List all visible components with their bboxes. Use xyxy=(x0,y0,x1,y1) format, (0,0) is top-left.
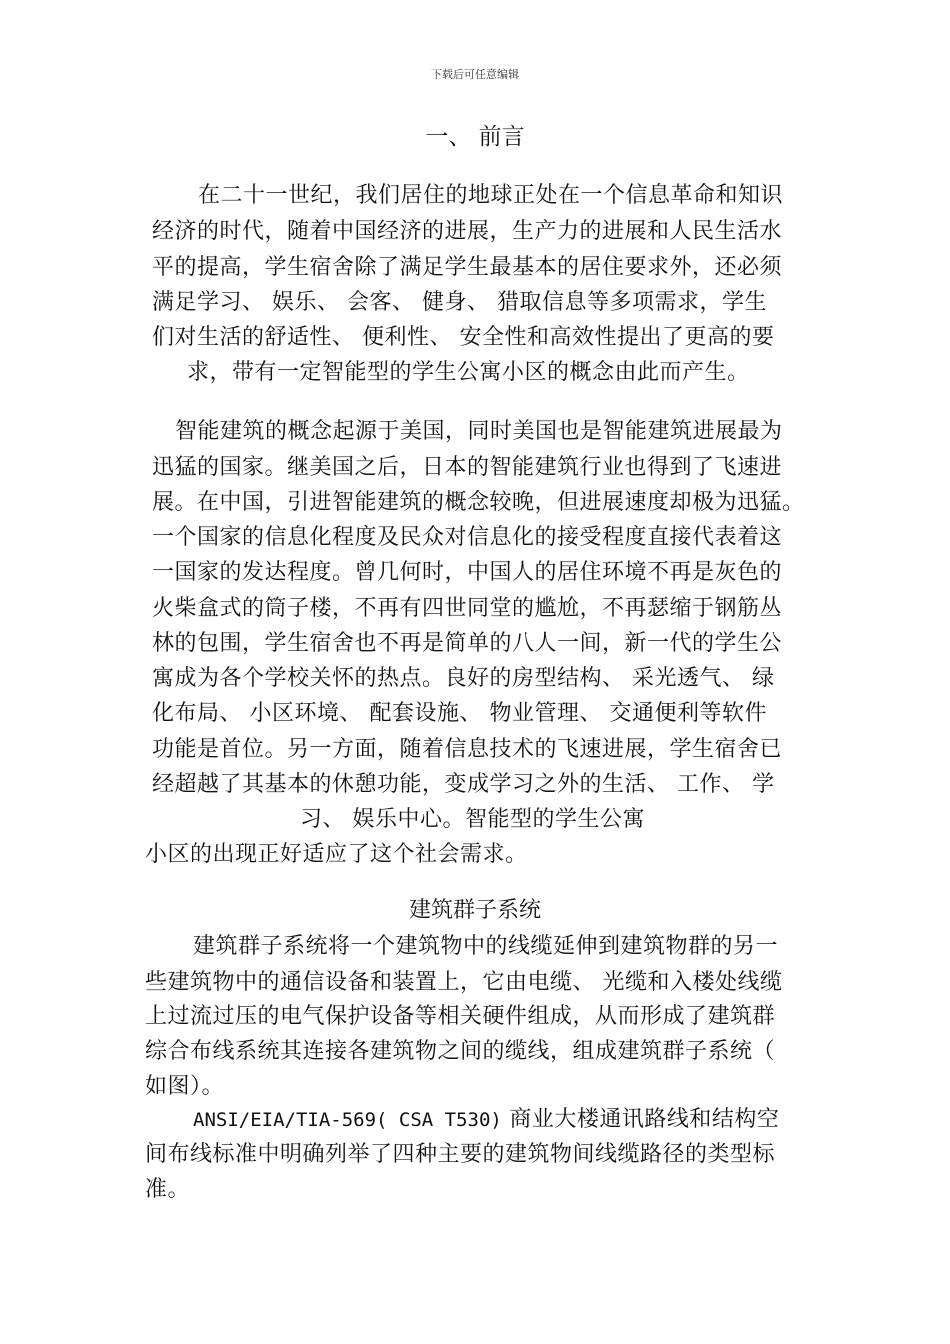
paragraph-line: 如图）。 xyxy=(145,1074,225,1099)
paragraph-line: 智能建筑的概念起源于美国，同时美国也是智能建筑进展最为 xyxy=(175,419,783,444)
header-note: 下载后可任意编辑 xyxy=(431,68,519,81)
paragraph-line: 经超越了其基本的休憩功能，变成学习之外的生活、 工作、 学 xyxy=(152,772,775,797)
paragraph-line: 经济的时代，随着中国经济的进展，生产力的进展和人民生活水 xyxy=(152,219,783,244)
standard-text: 商业大楼通讯路线和结构空 xyxy=(501,1107,780,1132)
paragraph-line: 求，带有一定智能型的学生公寓小区的概念由此而产生。 xyxy=(187,360,750,385)
paragraph-line: 小区的出现正好适应了这个社会需求。 xyxy=(145,842,528,867)
paragraph-line: 一国家的发达程度。曾几何时，中国人的居住环境不再是灰色的 xyxy=(152,560,783,585)
paragraph-line: 迅猛的国家。继美国之后，日本的智能建筑行业也得到了飞速进 xyxy=(152,455,783,480)
paragraph-line: 些建筑物中的通信设备和装置上，它由电缆、 光缆和入楼处线缆 xyxy=(145,970,783,995)
paragraph-line: 准。 xyxy=(145,1177,191,1202)
paragraph-line: 化布局、 小区环境、 配套设施、 物业管理、 交通便利等软件 xyxy=(152,701,767,726)
paragraph-line: 功能是首位。另一方面，随着信息技术的飞速进展，学生宿舍已 xyxy=(152,737,783,762)
paragraph-line: 林的包围，学生宿舍也不再是简单的八人一间，新一代的学生公 xyxy=(152,631,783,656)
paragraph-line: 在二十一世纪，我们居住的地球正处在一个信息革命和知识 xyxy=(198,183,784,208)
paragraph-line: 建筑群子系统将一个建筑物中的线缆延伸到建筑物群的另一 xyxy=(193,934,779,959)
section-title-preface: 一、 前言 xyxy=(425,124,525,150)
paragraph-line: 一个国家的信息化程度及民众对信息化的接受程度直接代表着这 xyxy=(152,525,783,550)
paragraph-line-standard xyxy=(193,1107,779,1133)
paragraph-line: 平的提高，学生宿舍除了满足学生最基本的居住要求外，还必须 xyxy=(152,255,783,280)
section-title-building-subsystem: 建筑群子系统 xyxy=(408,898,541,923)
paragraph-line: 满足学习、 娱乐、 会客、 健身、 猎取信息等多项需求，学生 xyxy=(152,290,767,315)
paragraph-line: 习、 娱乐中心。智能型的学生公寓 xyxy=(300,807,645,832)
paragraph-line: 火柴盒式的筒子楼，不再有四世同堂的尴尬，不再瑟缩于钢筋丛 xyxy=(152,596,783,621)
paragraph-line: 们对生活的舒适性、 便利性、 安全性和高效性提出了更高的要 xyxy=(152,325,775,350)
paragraph-line: 展。在中国，引进智能建筑的概念较晚，但进展速度却极为迅猛。 xyxy=(152,490,805,515)
standard-code: ANSI/EIA/TIA-569( CSA T530) xyxy=(193,1109,502,1131)
paragraph-line: 间布线标准中明确列举了四种主要的建筑物间线缆路径的类型标 xyxy=(145,1142,776,1167)
paragraph-line: 综合布线系统其连接各建筑物之间的缆线，组成建筑群子系统（ xyxy=(145,1039,776,1064)
paragraph-line: 上过流过压的电气保护设备等相关硬件组成，从而形成了建筑群 xyxy=(145,1004,776,1029)
paragraph-line: 寓成为各个学校关怀的热点。良好的房型结构、 采光透气、 绿 xyxy=(152,666,775,691)
